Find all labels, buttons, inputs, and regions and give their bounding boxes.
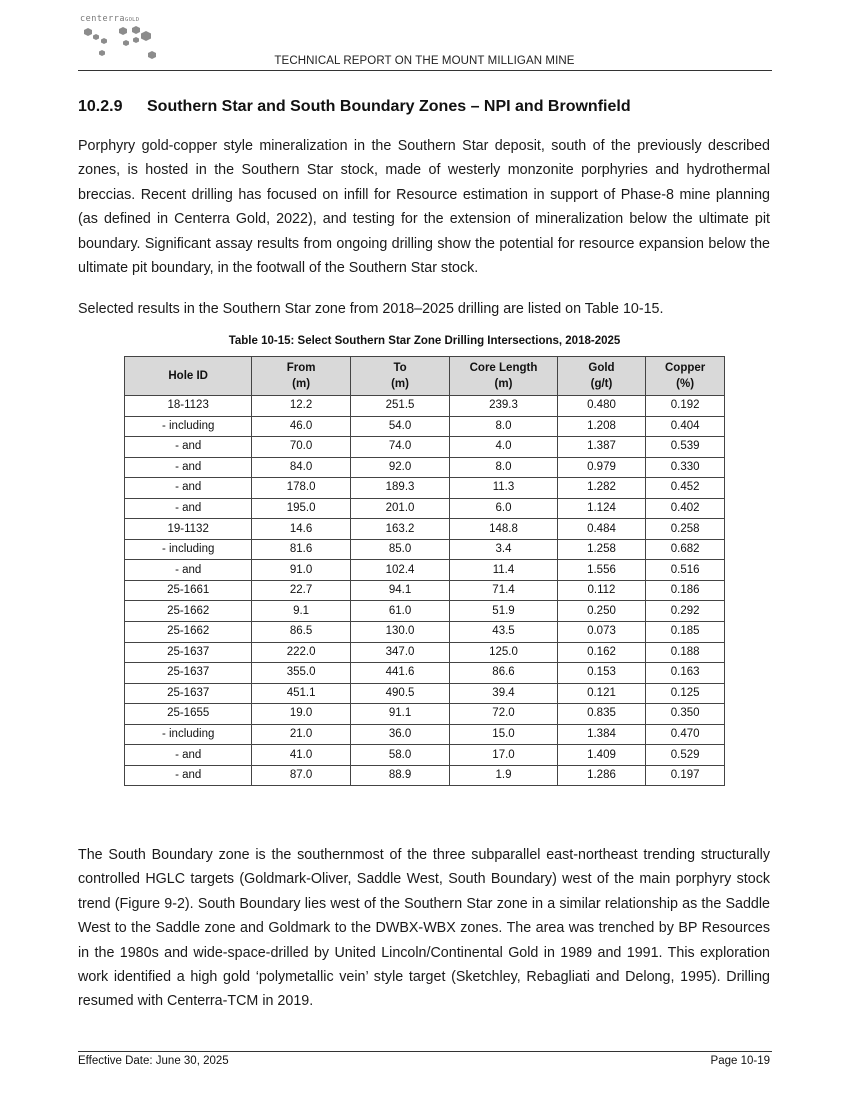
cell-gold: 0.484 xyxy=(557,519,646,540)
cell-to: 74.0 xyxy=(350,437,449,458)
cell-hole-id: 25-1662 xyxy=(125,601,252,622)
cell-hole-id: - including xyxy=(125,416,252,437)
drilling-intersections-table xyxy=(124,356,725,786)
cell-from: 70.0 xyxy=(252,437,350,458)
footer-page-number: Page 10-19 xyxy=(710,1055,770,1067)
table-row xyxy=(125,663,725,684)
header-label: Hole ID xyxy=(168,370,208,382)
cell-gold: 0.162 xyxy=(557,642,646,663)
cell-to: 189.3 xyxy=(350,478,449,499)
cell-from: 222.0 xyxy=(252,642,350,663)
cell-from: 9.1 xyxy=(252,601,350,622)
header-copper xyxy=(646,357,725,396)
cell-gold: 0.121 xyxy=(557,683,646,704)
cell-from: 91.0 xyxy=(252,560,350,581)
table-header-row xyxy=(125,357,725,396)
cell-to: 163.2 xyxy=(350,519,449,540)
cell-gold: 1.384 xyxy=(557,724,646,745)
table-row xyxy=(125,416,725,437)
header-label: Core Length xyxy=(469,362,538,374)
cell-to: 88.9 xyxy=(350,765,449,786)
cell-core-length: 72.0 xyxy=(450,704,557,725)
cell-from: 86.5 xyxy=(252,622,350,643)
cell-from: 22.7 xyxy=(252,580,350,601)
header-unit: (%) xyxy=(676,378,695,390)
cell-copper: 0.292 xyxy=(646,601,725,622)
table-row xyxy=(125,642,725,663)
cell-copper: 0.192 xyxy=(646,396,725,417)
table-body xyxy=(125,396,725,786)
cell-to: 490.5 xyxy=(350,683,449,704)
cell-to: 347.0 xyxy=(350,642,449,663)
cell-copper: 0.350 xyxy=(646,704,725,725)
cell-to: 251.5 xyxy=(350,396,449,417)
cell-copper: 0.516 xyxy=(646,560,725,581)
paragraph-south-boundary: The South Boundary zone is the southernmost of the three subparallel east-northeast trending structurally controlled HGLC targets (Goldmark-Oliver, Saddle West, South Boundary) west of the main porphyry stock trend (Figure 9-2). South Boundary lies west of the Southern Star zone in a similar relationship as the Saddle West to the Saddle zone and Goldmark to the DWBX-WBX zones. The area was trenched by BP Resources in the 1980s and wide-space-drilled by United Lincoln/Continental Gold in 1989 and 1991. This exploration work identified a high gold ‘polymetallic vein’ style target (Sketchley, Rebagliati and Delong, 1995). Drilling resumed with Centerra-TCM in 2019. xyxy=(78,847,770,1010)
cell-core-length: 17.0 xyxy=(450,745,557,766)
table-row xyxy=(125,539,725,560)
cell-hole-id: 25-1661 xyxy=(125,580,252,601)
table-row xyxy=(125,580,725,601)
cell-hole-id: - and xyxy=(125,478,252,499)
cell-hole-id: - and xyxy=(125,765,252,786)
cell-hole-id: - including xyxy=(125,539,252,560)
header-gold xyxy=(557,357,646,396)
cell-hole-id: - and xyxy=(125,745,252,766)
header-unit: (m) xyxy=(494,378,513,390)
logo-text-main: centerra xyxy=(80,14,125,24)
cell-to: 61.0 xyxy=(350,601,449,622)
cell-gold: 1.208 xyxy=(557,416,646,437)
cell-copper: 0.186 xyxy=(646,580,725,601)
report-header-title: TECHNICAL REPORT ON THE MOUNT MILLIGAN MINE xyxy=(274,55,575,67)
footer-effective-date: Effective Date: June 30, 2025 xyxy=(78,1055,229,1067)
logo-wordmark xyxy=(80,14,139,24)
cell-hole-id: 25-1637 xyxy=(125,663,252,684)
cell-core-length: 1.9 xyxy=(450,765,557,786)
cell-to: 58.0 xyxy=(350,745,449,766)
cell-copper: 0.539 xyxy=(646,437,725,458)
cell-core-length: 6.0 xyxy=(450,498,557,519)
cell-to: 92.0 xyxy=(350,457,449,478)
cell-hole-id: 25-1662 xyxy=(125,622,252,643)
table-row xyxy=(125,457,725,478)
cell-from: 178.0 xyxy=(252,478,350,499)
cell-hole-id: - and xyxy=(125,498,252,519)
cell-copper: 0.470 xyxy=(646,724,725,745)
header-label: Copper xyxy=(665,362,706,374)
cell-copper: 0.682 xyxy=(646,539,725,560)
cell-to: 85.0 xyxy=(350,539,449,560)
cell-from: 195.0 xyxy=(252,498,350,519)
cell-copper: 0.125 xyxy=(646,683,725,704)
table-row xyxy=(125,745,725,766)
cell-core-length: 148.8 xyxy=(450,519,557,540)
cell-from: 87.0 xyxy=(252,765,350,786)
cell-hole-id: - including xyxy=(125,724,252,745)
cell-to: 36.0 xyxy=(350,724,449,745)
header-label: From xyxy=(286,362,316,374)
cell-core-length: 11.3 xyxy=(450,478,557,499)
table-row xyxy=(125,437,725,458)
cell-gold: 0.480 xyxy=(557,396,646,417)
table-row xyxy=(125,601,725,622)
cell-core-length: 71.4 xyxy=(450,580,557,601)
header-unit: (g/t) xyxy=(590,378,613,390)
table-row xyxy=(125,478,725,499)
cell-gold: 0.153 xyxy=(557,663,646,684)
cell-core-length: 3.4 xyxy=(450,539,557,560)
cell-copper: 0.452 xyxy=(646,478,725,499)
cell-to: 54.0 xyxy=(350,416,449,437)
cell-core-length: 239.3 xyxy=(450,396,557,417)
cell-from: 12.2 xyxy=(252,396,350,417)
cell-hole-id: 25-1655 xyxy=(125,704,252,725)
cell-gold: 1.282 xyxy=(557,478,646,499)
cell-copper: 0.258 xyxy=(646,519,725,540)
cell-to: 102.4 xyxy=(350,560,449,581)
cell-to: 201.0 xyxy=(350,498,449,519)
paragraph-southern-star: Porphyry gold-copper style mineralization in the Southern Star deposit, south of the previously described zones, is hosted in the Southern Star stock, made of westerly monzonite porphyries and hydrothermal breccias. Recent drilling has focused on infill for Resource estimation in support of Phase-8 mine planning (as defined in Centerra Gold, 2022), and testing for the extension of mineralization below the ultimate pit boundary. Significant assay results from ongoing drilling show the potential for resource expansion below the ultimate pit boundary, in the footwall of the Southern Star stock. xyxy=(78,138,770,277)
cell-hole-id: - and xyxy=(125,457,252,478)
cell-copper: 0.529 xyxy=(646,745,725,766)
paragraph-table-reference: Selected results in the Southern Star zone from 2018–2025 drilling are listed on Table 10-15. xyxy=(78,301,664,317)
cell-gold: 1.124 xyxy=(557,498,646,519)
header-core-length xyxy=(450,357,557,396)
cell-from: 46.0 xyxy=(252,416,350,437)
cell-gold: 1.556 xyxy=(557,560,646,581)
table-row xyxy=(125,683,725,704)
table-row xyxy=(125,765,725,786)
cell-from: 451.1 xyxy=(252,683,350,704)
cell-core-length: 8.0 xyxy=(450,416,557,437)
cell-to: 91.1 xyxy=(350,704,449,725)
header-unit: (m) xyxy=(292,378,311,390)
cell-from: 355.0 xyxy=(252,663,350,684)
cell-hole-id: - and xyxy=(125,560,252,581)
cell-hole-id: 18-1123 xyxy=(125,396,252,417)
table-row xyxy=(125,519,725,540)
cell-from: 41.0 xyxy=(252,745,350,766)
header-to xyxy=(350,357,449,396)
header-label: To xyxy=(393,362,407,374)
table-row xyxy=(125,560,725,581)
table-row xyxy=(125,498,725,519)
cell-gold: 1.409 xyxy=(557,745,646,766)
header-from xyxy=(252,357,350,396)
cell-from: 21.0 xyxy=(252,724,350,745)
cell-gold: 1.258 xyxy=(557,539,646,560)
header-hole-id xyxy=(125,357,252,396)
cell-hole-id: 19-1132 xyxy=(125,519,252,540)
cell-copper: 0.330 xyxy=(646,457,725,478)
header-divider xyxy=(78,70,772,71)
logo-text-suffix: GOLD xyxy=(124,17,140,23)
cell-copper: 0.197 xyxy=(646,765,725,786)
cell-hole-id: 25-1637 xyxy=(125,683,252,704)
cell-gold: 0.112 xyxy=(557,580,646,601)
section-heading xyxy=(78,98,631,116)
table-caption: Table 10-15: Select Southern Star Zone Drilling Intersections, 2018-2025 xyxy=(228,335,621,347)
table-row xyxy=(125,724,725,745)
section-title: Southern Star and South Boundary Zones – NPI and Brownfield xyxy=(147,98,631,115)
table-row xyxy=(125,704,725,725)
cell-hole-id: 25-1637 xyxy=(125,642,252,663)
header-label: Gold xyxy=(588,362,615,374)
cell-gold: 0.835 xyxy=(557,704,646,725)
table-row xyxy=(125,396,725,417)
cell-to: 130.0 xyxy=(350,622,449,643)
cell-gold: 1.286 xyxy=(557,765,646,786)
cell-gold: 0.979 xyxy=(557,457,646,478)
cell-copper: 0.402 xyxy=(646,498,725,519)
cell-to: 441.6 xyxy=(350,663,449,684)
cell-core-length: 15.0 xyxy=(450,724,557,745)
cell-core-length: 125.0 xyxy=(450,642,557,663)
header-unit: (m) xyxy=(391,378,409,390)
cell-core-length: 43.5 xyxy=(450,622,557,643)
cell-gold: 0.250 xyxy=(557,601,646,622)
cell-copper: 0.163 xyxy=(646,663,725,684)
cell-copper: 0.185 xyxy=(646,622,725,643)
cell-core-length: 11.4 xyxy=(450,560,557,581)
footer-divider xyxy=(78,1051,772,1052)
cell-gold: 0.073 xyxy=(557,622,646,643)
cell-hole-id: - and xyxy=(125,437,252,458)
cell-core-length: 86.6 xyxy=(450,663,557,684)
cell-core-length: 51.9 xyxy=(450,601,557,622)
cell-copper: 0.404 xyxy=(646,416,725,437)
cell-copper: 0.188 xyxy=(646,642,725,663)
cell-gold: 1.387 xyxy=(557,437,646,458)
cell-core-length: 8.0 xyxy=(450,457,557,478)
cell-from: 14.6 xyxy=(252,519,350,540)
cell-from: 81.6 xyxy=(252,539,350,560)
table-row xyxy=(125,622,725,643)
cell-to: 94.1 xyxy=(350,580,449,601)
section-number: 10.2.9 xyxy=(78,98,123,115)
cell-from: 84.0 xyxy=(252,457,350,478)
cell-core-length: 4.0 xyxy=(450,437,557,458)
cell-core-length: 39.4 xyxy=(450,683,557,704)
cell-from: 19.0 xyxy=(252,704,350,725)
